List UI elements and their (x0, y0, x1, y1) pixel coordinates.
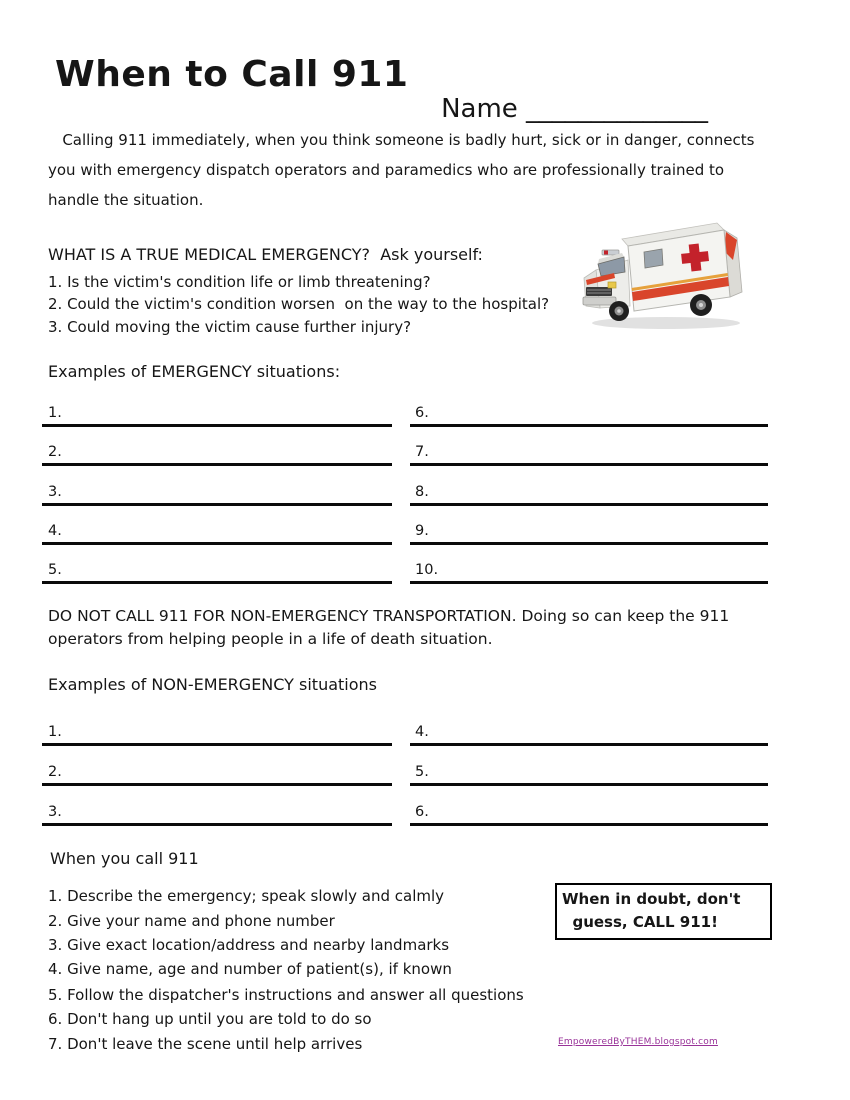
non-emergency-blank-number: 3. (48, 804, 62, 820)
intro-line-1: Calling 911 immediately, when you think someone is badly hurt, sick or in danger, connects (48, 131, 755, 149)
ambulance-image (578, 210, 750, 334)
emergency-blank-line (410, 581, 768, 584)
emergency-blank-number: 8. (415, 484, 429, 500)
emergency-blank-number: 2. (48, 444, 62, 460)
non-emergency-blank-line (42, 743, 392, 746)
emergency-blank-line (410, 503, 768, 506)
emergency-blank-number: 1. (48, 405, 62, 421)
non-emergency-blank-number: 2. (48, 764, 62, 780)
emergency-blank-line (42, 424, 392, 427)
when-you-call-heading: When you call 911 (50, 849, 199, 868)
do-not-call-line-1: DO NOT CALL 911 FOR NON-EMERGENCY TRANSPORTATION. Doing so can keep the 911 (48, 607, 730, 625)
step-4: 4. Give name, age and number of patient(s), if known (48, 960, 452, 978)
emergency-blank-line (410, 424, 768, 427)
step-2: 2. Give your name and phone number (48, 912, 335, 930)
page-title: When to Call 911 (55, 54, 409, 95)
question-2: 2. Could the victim's condition worsen on the way to the hospital? (48, 295, 550, 313)
step-7: 7. Don't leave the scene until help arrives (48, 1035, 363, 1053)
emergency-blank-line (42, 503, 392, 506)
emergency-blank-line (42, 542, 392, 545)
emergency-blank-number: 7. (415, 444, 429, 460)
non-emergency-examples-heading: Examples of NON-EMERGENCY situations (48, 675, 377, 694)
name-blank: ______________ (526, 94, 709, 124)
non-emergency-blank-number: 6. (415, 804, 429, 820)
source-link[interactable]: EmpoweredByTHEM.blogspot.com (558, 1037, 718, 1047)
intro-line-2: you with emergency dispatch operators and paramedics who are professionally trained to (48, 161, 725, 179)
emergency-blank-number: 5. (48, 562, 62, 578)
question-3: 3. Could moving the victim cause further injury? (48, 318, 412, 336)
medical-emergency-heading: WHAT IS A TRUE MEDICAL EMERGENCY? Ask yourself: (48, 245, 483, 264)
step-6: 6. Don't hang up until you are told to do so (48, 1010, 372, 1028)
emergency-blank-number: 9. (415, 523, 429, 539)
emergency-blank-line (42, 581, 392, 584)
callout-line-2: guess, CALL 911! (562, 913, 718, 931)
emergency-blank-line (42, 463, 392, 466)
non-emergency-blank-line (410, 823, 768, 826)
emergency-blank-line (410, 463, 768, 466)
name-label: Name (441, 94, 518, 124)
non-emergency-blank-number: 5. (415, 764, 429, 780)
non-emergency-blank-line (410, 783, 768, 786)
emergency-blank-number: 6. (415, 405, 429, 421)
non-emergency-blank-line (410, 743, 768, 746)
emergency-blank-number: 4. (48, 523, 62, 539)
step-5: 5. Follow the dispatcher's instructions and answer all questions (48, 986, 524, 1004)
emergency-blank-number: 3. (48, 484, 62, 500)
non-emergency-blank-number: 1. (48, 724, 62, 740)
step-1: 1. Describe the emergency; speak slowly and calmly (48, 887, 445, 905)
non-emergency-blank-line (42, 783, 392, 786)
step-3: 3. Give exact location/address and nearby landmarks (48, 936, 450, 954)
intro-line-3: handle the situation. (48, 191, 204, 209)
emergency-examples-heading: Examples of EMERGENCY situations: (48, 362, 341, 381)
emergency-blank-number: 10. (415, 562, 439, 578)
non-emergency-blank-number: 4. (415, 724, 429, 740)
question-1: 1. Is the victim's condition life or limb threatening? (48, 273, 431, 291)
emergency-blank-line (410, 542, 768, 545)
callout-line-1: When in doubt, don't (562, 890, 741, 908)
callout-box (555, 883, 772, 940)
do-not-call-line-2: operators from helping people in a life of death situation. (48, 630, 493, 648)
non-emergency-blank-line (42, 823, 392, 826)
